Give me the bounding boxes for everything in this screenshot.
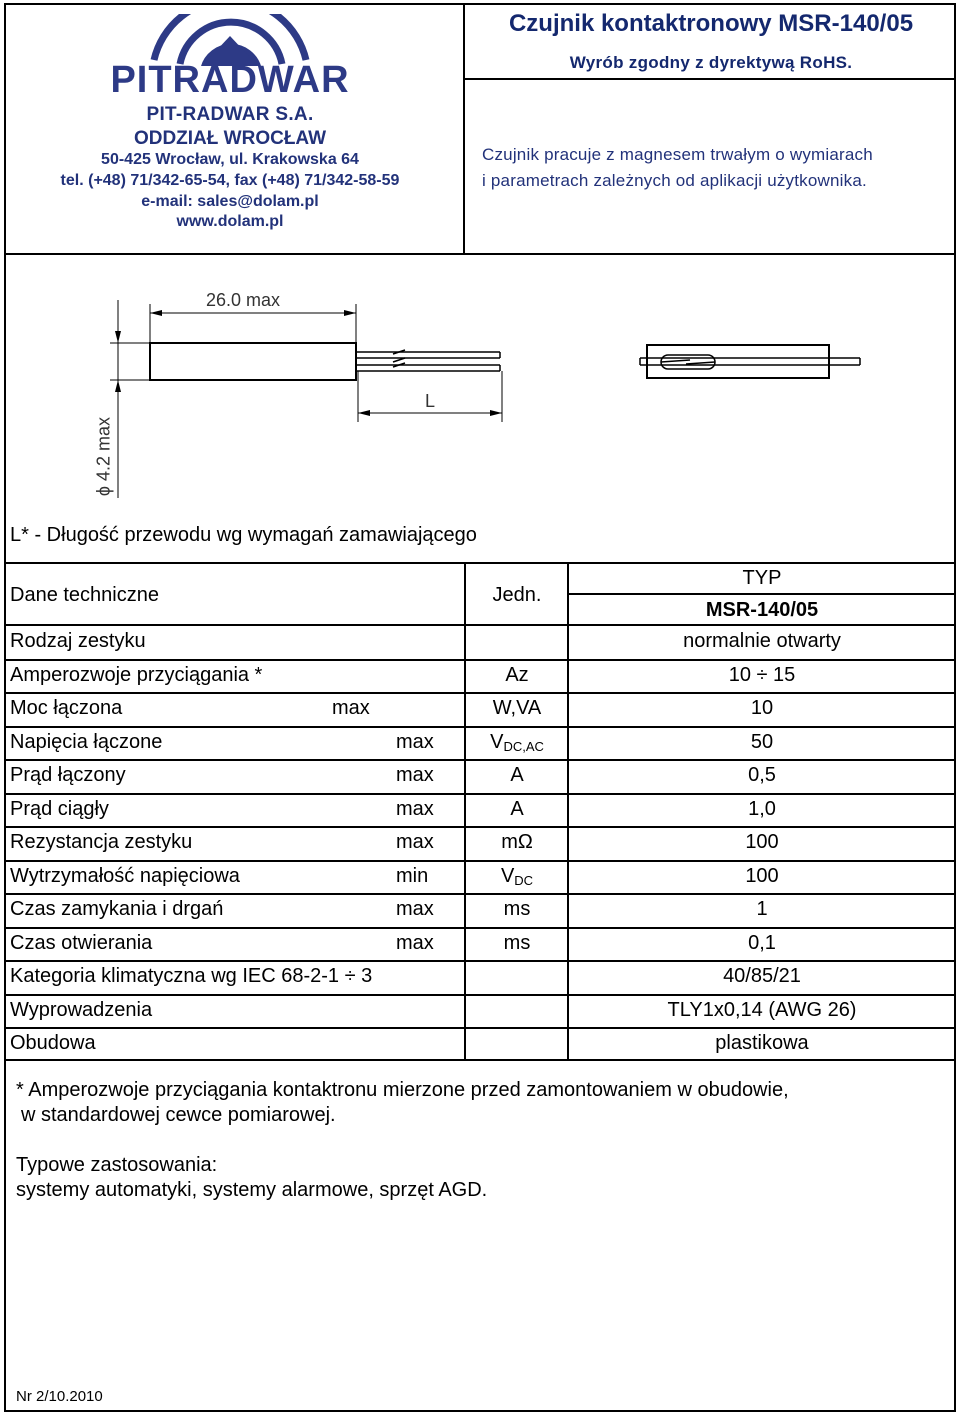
row-label: Amperozwoje przyciągania *	[10, 663, 263, 686]
table-header-rule	[4, 624, 956, 626]
table-header-typ: TYP	[742, 567, 782, 589]
row-value: 10	[750, 697, 774, 719]
row-rule	[4, 659, 956, 661]
product-title: Czujnik kontaktronowy MSR-140/05	[508, 10, 914, 37]
row-unit: A	[510, 764, 524, 786]
row-value: 50	[750, 730, 774, 753]
table-header-unit: Jedn.	[492, 584, 542, 606]
row-unit	[466, 864, 568, 888]
table-header-model: MSR-140/05	[705, 599, 819, 621]
company-name: PIT-RADWAR S.A.	[146, 104, 314, 125]
lead-length-note: L* - Długość przewodu wg wymagań zamawiającego	[10, 524, 477, 546]
row-label: Obudowa	[10, 1032, 96, 1054]
logo-wordmark: PITRADWAR	[110, 59, 350, 101]
row-value: 40/85/21	[723, 965, 801, 987]
row-unit-subscript: DC	[514, 872, 534, 888]
applications-text: systemy automatyki, systemy alarmowe, sprzęt AGD.	[16, 1179, 488, 1201]
branch-name: ODDZIAŁ WROCŁAW	[133, 128, 327, 149]
row-rule	[4, 994, 956, 996]
row-limit: max	[396, 797, 434, 820]
dimension-length: 26.0 max	[205, 290, 281, 310]
row-unit-main: V	[490, 730, 504, 753]
row-value: plastikowa	[715, 1032, 809, 1054]
description-line-2: i parametrach zależnych od aplikacji użytkownika.	[482, 171, 867, 190]
header-bottom-rule	[4, 253, 956, 255]
row-label: Czas otwierania	[10, 931, 153, 954]
row-unit: W,VA	[492, 697, 542, 719]
row-unit: A	[510, 797, 524, 820]
row-unit: Az	[505, 663, 529, 686]
row-label: Wytrzymałość napięciowa	[10, 864, 240, 887]
company-phone: tel. (+48) 71/342-65-54, fax (+48) 71/342-58-59	[60, 172, 400, 189]
company-website: www.dolam.pl	[176, 213, 284, 230]
row-label: Rodzaj zestyku	[10, 630, 146, 652]
row-value: TLY1x0,14 (AWG 26)	[667, 998, 857, 1021]
row-label: Czas zamykania i drgań	[10, 898, 224, 920]
row-label: Kategoria klimatyczna wg IEC 68-2-1 ÷ 3	[10, 965, 373, 987]
row-label: Napięcia łączone	[10, 730, 163, 753]
row-value: 0,5	[748, 764, 776, 786]
row-value: 1	[756, 898, 768, 920]
row-value: normalnie otwarty	[683, 630, 841, 652]
row-rule	[4, 826, 956, 828]
row-rule	[4, 692, 956, 694]
row-limit: max	[396, 764, 434, 786]
row-rule	[4, 960, 956, 962]
row-unit	[466, 730, 568, 754]
row-rule	[4, 860, 956, 862]
technical-drawing	[0, 256, 960, 516]
rohs-note: Wyrób zgodny z dyrektywą RoHS.	[569, 53, 853, 72]
row-unit: ms	[503, 931, 531, 954]
row-limit: max	[396, 730, 434, 753]
row-label: Moc łączona	[10, 697, 123, 719]
row-limit: min	[396, 864, 429, 887]
description-line-1: Czujnik pracuje z magnesem trwałym o wymiarach	[482, 145, 873, 164]
row-rule	[4, 793, 956, 795]
footnote-line-1: * Amperozwoje przyciągania kontaktronu mierzone przed zamontowaniem w obudowie,	[16, 1079, 789, 1101]
row-unit: mΩ	[501, 831, 533, 853]
dimension-diameter: ϕ 4.2 max	[93, 416, 114, 497]
row-limit: max	[396, 831, 434, 853]
row-value: 0,1	[748, 931, 776, 954]
header-divider	[463, 3, 465, 255]
row-limit: max	[396, 898, 434, 920]
typ-divider	[568, 593, 956, 595]
row-value: 10 ÷ 15	[728, 663, 796, 686]
row-unit-main: V	[500, 864, 515, 887]
row-label: Prąd łączony	[10, 764, 126, 786]
row-rule	[4, 893, 956, 895]
row-rule	[4, 927, 956, 929]
row-unit-subscript: DC,AC	[503, 738, 544, 754]
footnote-line-2: w standardowej cewce pomiarowej.	[21, 1104, 336, 1126]
document-number: Nr 2/10.2010	[16, 1388, 103, 1405]
dimension-lead-length: L	[424, 391, 435, 411]
table-bottom-rule	[4, 1059, 956, 1061]
company-address: 50-425 Wrocław, ul. Krakowska 64	[101, 151, 359, 168]
row-rule	[4, 726, 956, 728]
row-label: Rezystancja zestyku	[10, 831, 193, 853]
applications-title: Typowe zastosowania:	[16, 1154, 218, 1176]
row-rule	[4, 759, 956, 761]
row-label: Wyprowadzenia	[10, 998, 153, 1021]
row-value: 1,0	[748, 797, 776, 820]
row-limit: max	[396, 931, 434, 954]
company-email: e-mail: sales@dolam.pl	[141, 193, 319, 210]
title-underline	[463, 78, 956, 80]
row-value: 100	[745, 831, 779, 853]
row-unit: ms	[503, 898, 531, 920]
row-label: Prąd ciągły	[10, 797, 109, 820]
table-header-label: Dane techniczne	[10, 584, 159, 606]
row-limit: max	[332, 697, 370, 719]
row-value: 100	[745, 864, 779, 887]
row-rule	[4, 1027, 956, 1029]
table-top-rule	[4, 562, 956, 564]
